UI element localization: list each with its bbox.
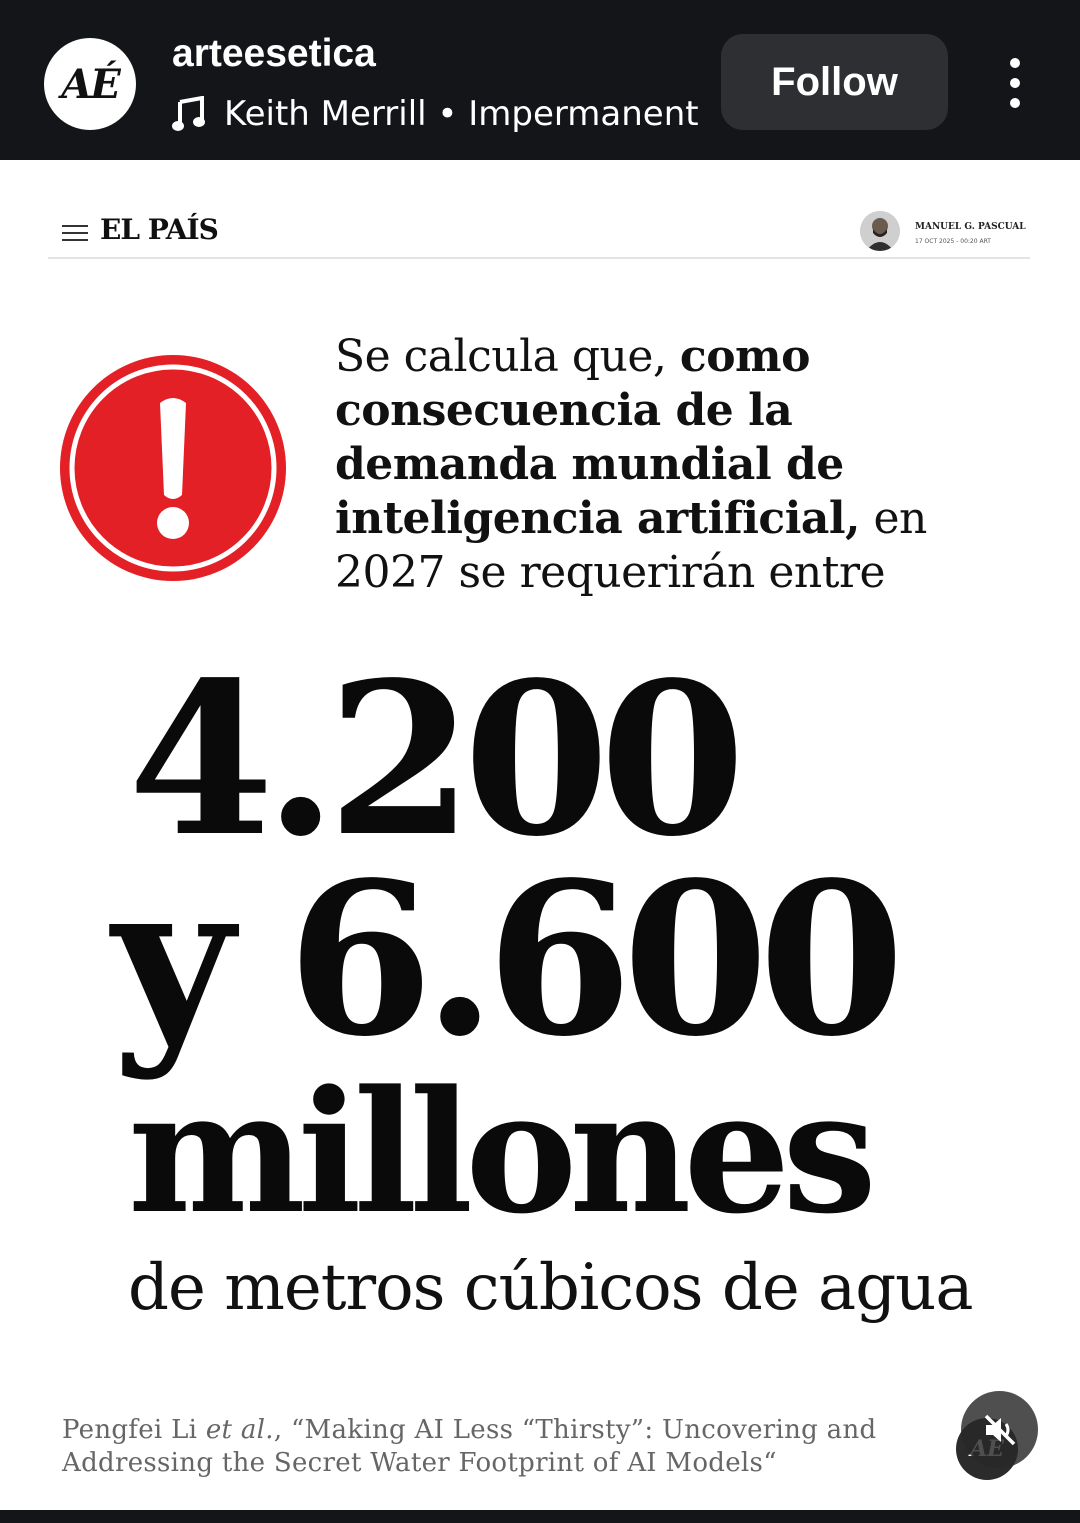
lead-text-end: en 2027 se requerirán entre [335, 493, 927, 598]
lead-text-bold: como consecuencia de la demanda mundial de inteligencia artificial, [335, 331, 860, 544]
headline-unit: de metros cúbicos de agua [128, 1251, 973, 1325]
music-label: Keith Merrill • Impermanent [224, 94, 699, 134]
headline-number-high: y 6.600 [112, 836, 895, 1083]
speaker-muted-icon [980, 1410, 1020, 1450]
author-avatar [860, 211, 900, 251]
article-masthead [48, 205, 1030, 259]
headline-number-low: 4.200 [128, 636, 736, 883]
headline-millions: millones [128, 1053, 869, 1251]
music-info[interactable] [172, 92, 699, 136]
avatar-logo-text: AÉ [61, 60, 119, 108]
lead-paragraph [335, 330, 1015, 600]
citation-etal: et al. [205, 1415, 274, 1445]
menu-icon [62, 223, 88, 243]
music-note-icon [172, 96, 206, 132]
follow-button[interactable]: Follow [721, 34, 948, 130]
more-vertical-icon[interactable] [995, 55, 1035, 111]
bottom-bar [0, 1510, 1080, 1523]
citation-author: Pengfei Li [62, 1415, 206, 1445]
post-header [0, 0, 1080, 160]
avatar[interactable] [44, 38, 136, 130]
username[interactable]: arteesetica [172, 32, 376, 75]
lead-text-start: Se calcula que, [335, 331, 680, 382]
author-name: MANUEL G. PASCUAL [915, 222, 1026, 232]
newspaper-logo: EL PAÍS [100, 213, 218, 246]
citation-title: , “Making AI Less “Thirsty”: Uncovering and Addressing the Secret Water Footprint of AI Models“ [62, 1415, 877, 1478]
exclamation-alert-icon [60, 355, 286, 581]
author-date: 17 OCT 2025 - 00:20 ART [915, 238, 991, 245]
source-citation [62, 1414, 922, 1480]
mute-button[interactable] [961, 1391, 1038, 1468]
